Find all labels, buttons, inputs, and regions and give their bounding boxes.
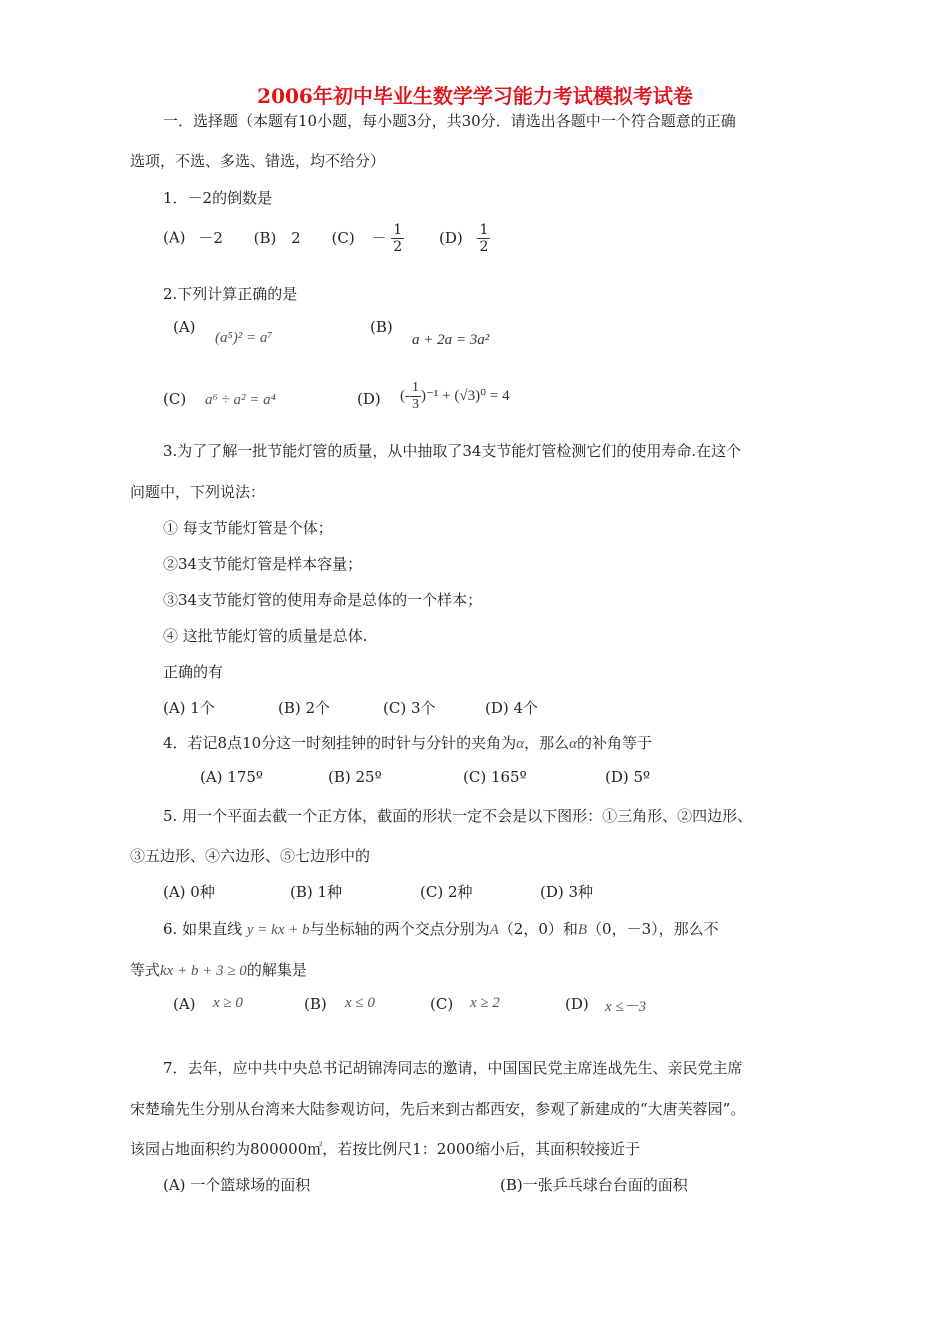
section-intro-line1: 一．选择题（本题有10小题，每小题3分，共30分．请选出各题中一个符合题意的正确 bbox=[163, 112, 736, 130]
q7-stem-line2: 宋楚瑜先生分别从台湾来大陆参观访问，先后来到古都西安，参观了新建成的“大唐芙蓉园”。 bbox=[130, 1100, 746, 1118]
q3-option-b: (B) 2个 bbox=[278, 699, 331, 717]
q6-stem2-post: 的解集是 bbox=[246, 961, 307, 979]
q3-stem-line2: 问题中，下列说法： bbox=[130, 483, 266, 501]
q2-c-label: (C) bbox=[163, 390, 187, 408]
q6-d-label: (D) bbox=[565, 995, 589, 1013]
q6-a-expr: x ≥ 0 bbox=[213, 995, 243, 1011]
q6-stem-pre: 6. 如果直线 bbox=[163, 920, 243, 938]
q3-prompt: 正确的有 bbox=[163, 663, 224, 681]
q6-point-a-coords: （2，0）和 bbox=[498, 920, 578, 938]
q2-a-label: (A) bbox=[173, 318, 196, 336]
q2-d-expr bbox=[400, 380, 510, 413]
q1-d-label: (D) bbox=[438, 228, 463, 247]
q3-statement-2: ②34支节能灯管是样本容量； bbox=[163, 555, 363, 573]
q5-stem-line2: ③五边形、④六边形、⑤七边形中的 bbox=[130, 847, 371, 865]
q3-statement-3: ③34支节能灯管的使用寿命是总体的一个样本； bbox=[163, 591, 483, 609]
q6-stem-line2 bbox=[130, 959, 307, 980]
q4-option-a: (A) 175º bbox=[200, 768, 263, 786]
q5-option-d: (D) 3种 bbox=[540, 883, 594, 901]
q6-c-expr: x ≥ 2 bbox=[470, 995, 500, 1011]
q4-option-b: (B) 25º bbox=[328, 768, 382, 786]
q6-c-label: (C) bbox=[430, 995, 454, 1013]
q6-inequality: kx + b + 3 ≥ 0 bbox=[160, 963, 247, 979]
q2-c-expr: a⁶ ÷ a² = a⁴ bbox=[205, 392, 276, 408]
q1-d-fraction bbox=[477, 222, 490, 255]
q4-option-d: (D) 5º bbox=[605, 768, 651, 786]
q5-stem-line1: 5. 用一个平面去截一个正方体，截面的形状一定不会是以下图形：①三角形、②四边形、 bbox=[163, 807, 753, 825]
q3-option-c: (C) 3个 bbox=[383, 699, 436, 717]
q2-d-numerator: 1 bbox=[412, 380, 419, 395]
q3-statement-4: ④ 这批节能灯管的质量是总体. bbox=[163, 627, 368, 645]
q4-alpha-2: α bbox=[569, 736, 577, 752]
q3-option-a: (A) 1个 bbox=[163, 699, 215, 717]
q1-a-label: (A) bbox=[163, 228, 186, 247]
q2-d-pre: (- bbox=[400, 387, 410, 404]
q1-a-value: －2 bbox=[198, 228, 223, 247]
q4-stem bbox=[163, 732, 652, 753]
q1-c-numerator: 1 bbox=[393, 222, 403, 238]
q1-c-fraction bbox=[391, 222, 404, 255]
q1-d-denominator: 2 bbox=[479, 239, 489, 255]
q1-b-value: 2 bbox=[291, 228, 301, 247]
q2-b-label: (B) bbox=[370, 318, 393, 336]
q4-stem-mid: ，那么 bbox=[524, 734, 570, 752]
q4-stem-post: 的补角等于 bbox=[576, 734, 652, 752]
q3-option-d: (D) 4个 bbox=[485, 699, 539, 717]
q1-c-label: (C) bbox=[331, 228, 355, 247]
q3-statement-1: ① 每支节能灯管是个体； bbox=[163, 519, 333, 537]
q1-c-sign: － bbox=[371, 228, 387, 247]
q6-point-b-coords: （0，－3），那么不 bbox=[587, 920, 719, 938]
q2-d-label: (D) bbox=[357, 390, 381, 408]
q1-stem: 1．－2的倒数是 bbox=[163, 189, 273, 207]
q4-alpha: α bbox=[516, 736, 525, 752]
q2-d-denominator: 3 bbox=[412, 397, 419, 412]
q1-options bbox=[163, 222, 490, 255]
q5-option-c: (C) 2种 bbox=[420, 883, 473, 901]
q7-option-a: (A) 一个篮球场的面积 bbox=[163, 1176, 311, 1194]
q7-option-b: (B)一张乒乓球台台面的面积 bbox=[500, 1176, 688, 1194]
q6-b-label: (B) bbox=[304, 995, 327, 1013]
q3-stem-line1: 3.为了了解一批节能灯管的质量，从中抽取了34支节能灯管检测它们的使用寿命.在这个 bbox=[163, 442, 742, 460]
q6-b-expr: x ≤ 0 bbox=[345, 995, 375, 1011]
q6-stem-mid: 与坐标轴的两个交点分别为 bbox=[309, 920, 490, 938]
q6-line-expr: y = kx + b bbox=[246, 922, 310, 938]
q2-b-expr: a + 2a = 3a² bbox=[412, 332, 490, 348]
q6-stem-line1 bbox=[163, 918, 719, 939]
q6-point-a: A bbox=[489, 922, 499, 938]
q7-stem-line1: 7．去年，应中共中央总书记胡锦涛同志的邀请，中国国民党主席连战先生、亲民党主席 bbox=[163, 1059, 743, 1077]
q6-point-b: B bbox=[577, 922, 588, 938]
q6-stem2-pre: 等式 bbox=[130, 961, 161, 979]
q4-stem-pre: 4．若记8点10分这一时刻挂钟的时针与分针的夹角为 bbox=[163, 734, 517, 752]
q1-d-numerator: 1 bbox=[479, 222, 489, 238]
q2-d-post: )⁻¹ + (√3)⁰ = 4 bbox=[421, 387, 510, 404]
q6-d-expr: x ≤－3 bbox=[605, 999, 647, 1015]
q5-option-b: (B) 1种 bbox=[290, 883, 343, 901]
q2-stem: 2.下列计算正确的是 bbox=[163, 285, 298, 303]
page-title: 2006年初中毕业生数学学习能力考试模拟考试卷 bbox=[257, 84, 693, 108]
section-intro-line2: 选项，不选、多选、错选，均不给分） bbox=[130, 152, 386, 170]
q1-c-denominator: 2 bbox=[393, 239, 403, 255]
q5-option-a: (A) 0种 bbox=[163, 883, 215, 901]
q2-a-expr: (a⁵)² = a⁷ bbox=[215, 330, 273, 346]
q6-a-label: (A) bbox=[173, 995, 196, 1013]
q4-option-c: (C) 165º bbox=[463, 768, 527, 786]
q7-stem-line3: 该园占地面积约为800000㎡，若按比例尺1：2000缩小后，其面积较接近于 bbox=[130, 1140, 640, 1158]
q2-d-fraction bbox=[410, 380, 421, 413]
q1-b-label: (B) bbox=[253, 228, 277, 247]
